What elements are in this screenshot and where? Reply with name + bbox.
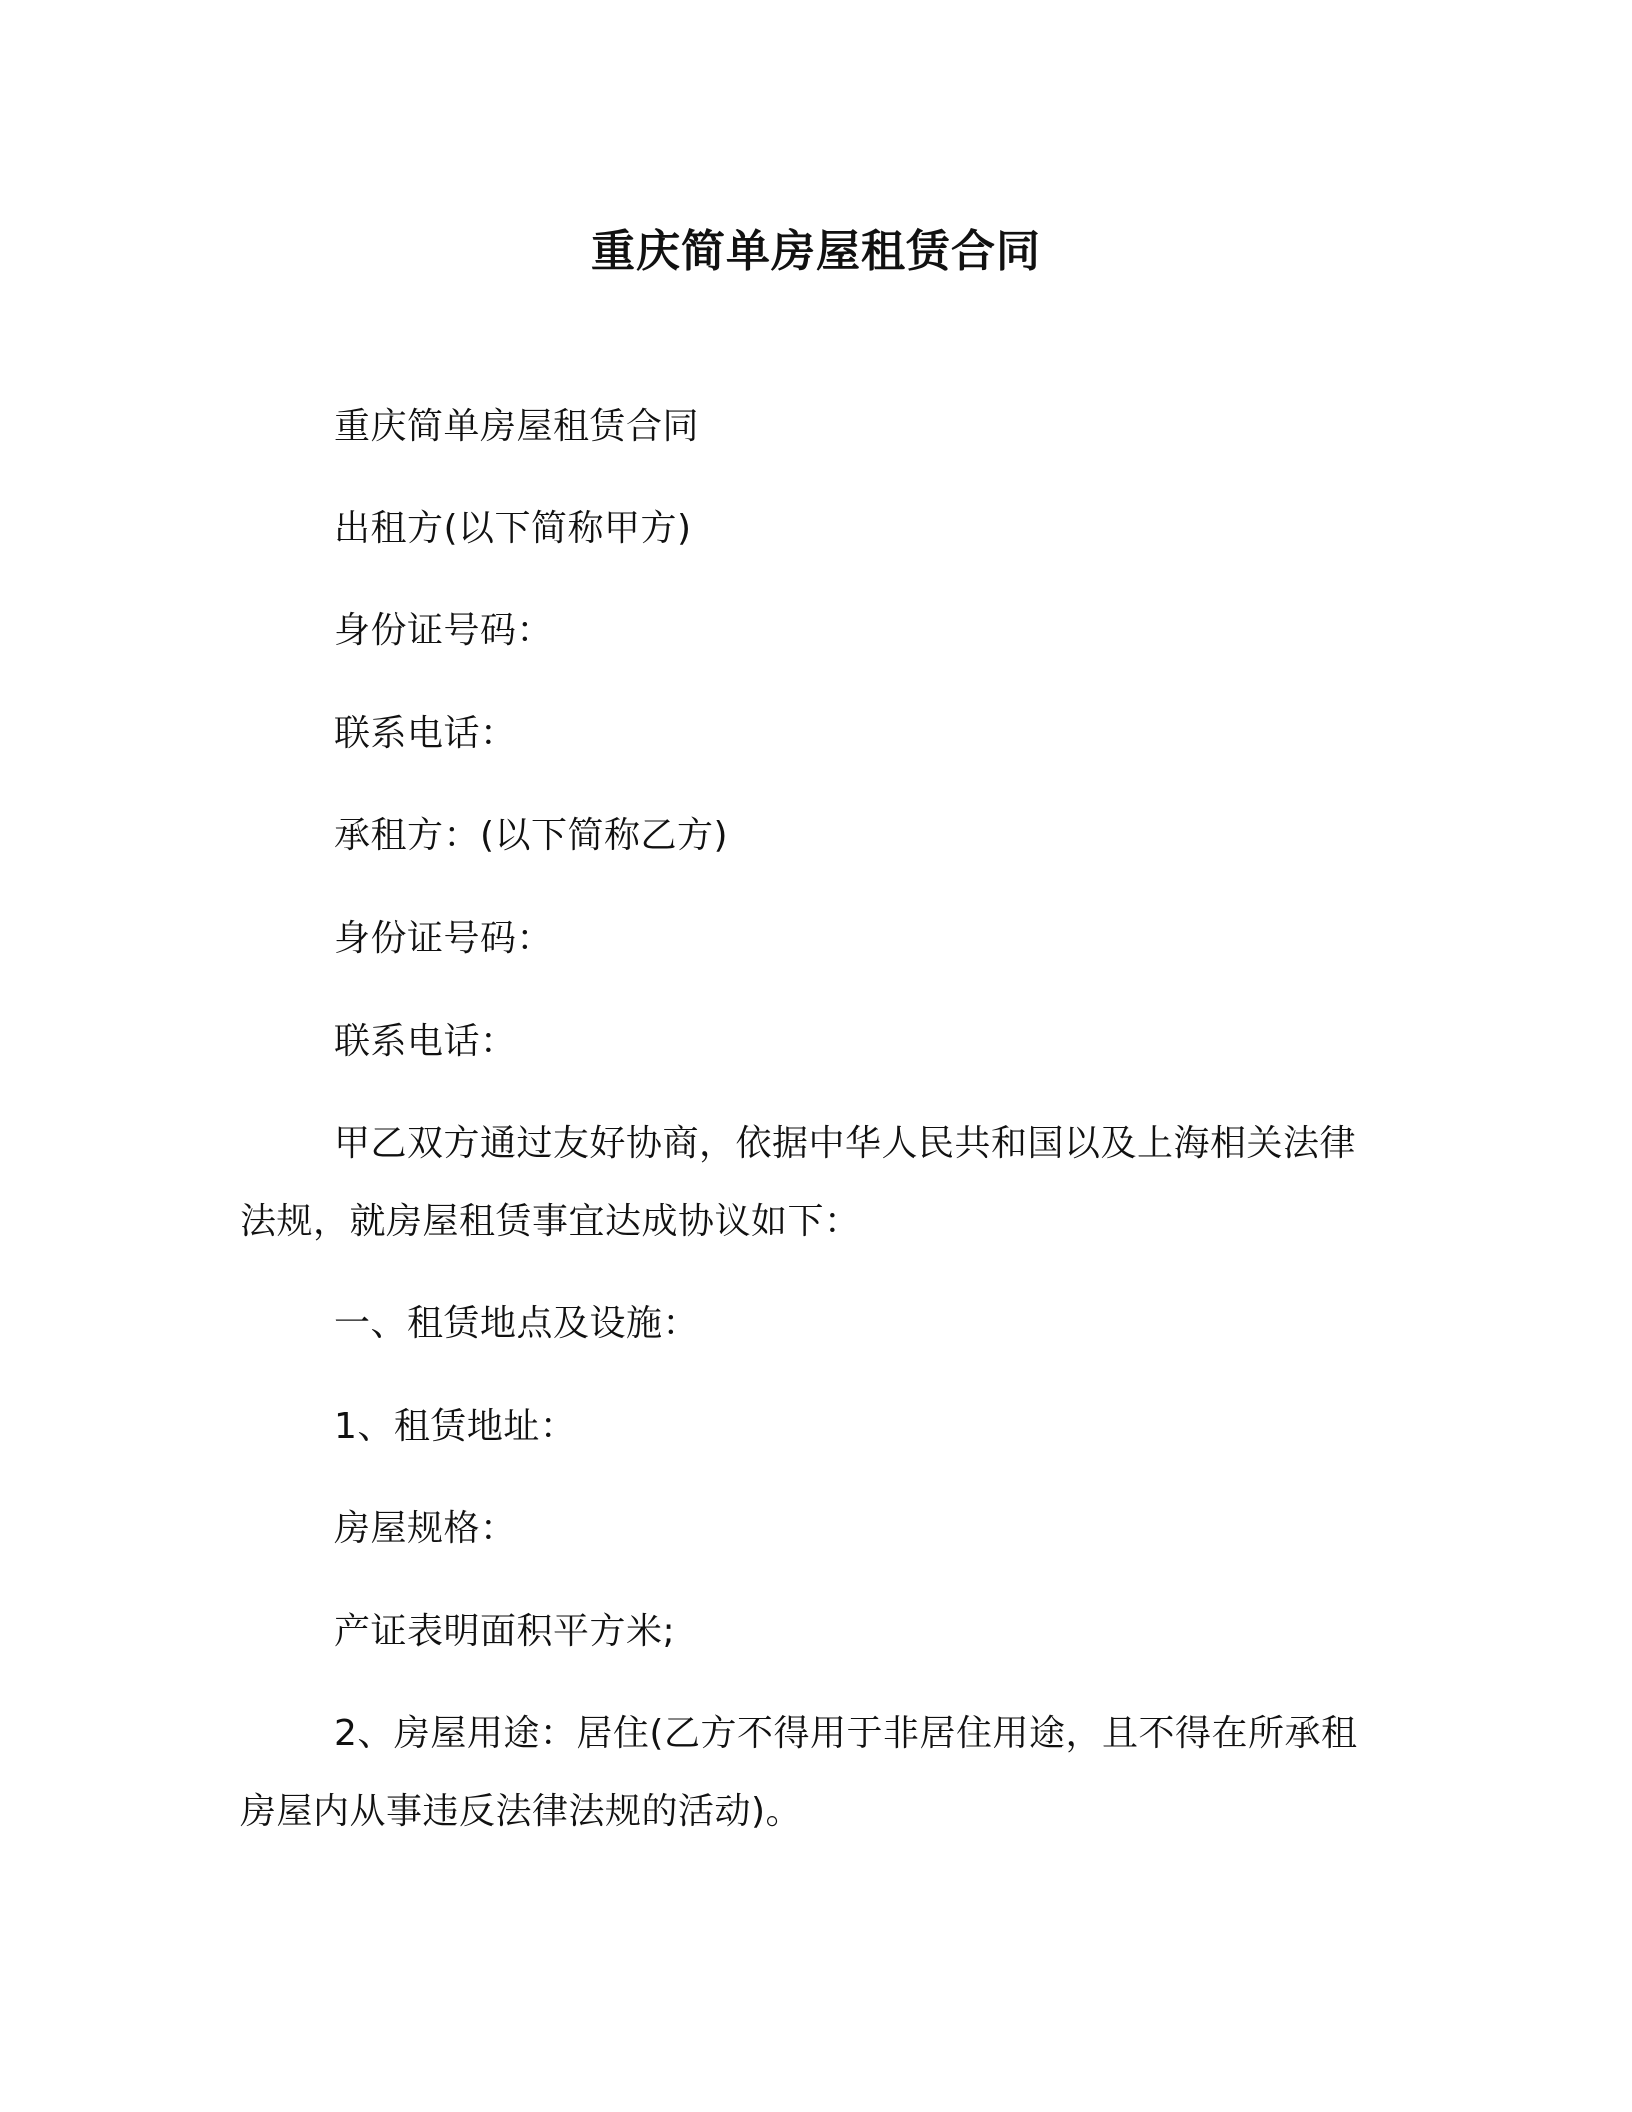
paragraph-lessor-id: 身份证号码： xyxy=(334,610,554,651)
paragraph-lessee-phone: 联系电话： xyxy=(334,1021,517,1062)
paragraph-subtitle: 重庆简单房屋租赁合同 xyxy=(334,406,700,447)
paragraph-lessee: 承租方：(以下简称乙方) xyxy=(334,815,729,856)
paragraph-house-use: 2、房屋用途：居住(乙方不得用于非居住用途，且不得在所承租房屋内从事违反法律法规的活动)。 xyxy=(240,1713,1358,1832)
paragraph-area: 产证表明面积平方米; xyxy=(334,1611,676,1652)
paragraph-rental-address: 1、租赁地址： xyxy=(334,1406,577,1447)
paragraph-section-1-heading: 一、租赁地点及设施： xyxy=(334,1303,700,1344)
paragraph-agreement-intro: 甲乙双方通过友好协商，依据中华人民共和国以及上海相关法律法规，就房屋租赁事宜达成协议如下： xyxy=(240,1123,1357,1242)
paragraph-lessor: 出租方(以下简称甲方) xyxy=(334,508,692,549)
paragraph-lessor-phone: 联系电话： xyxy=(334,713,517,754)
document-title: 重庆简单房屋租赁合同 xyxy=(591,226,1041,277)
paragraph-house-spec: 房屋规格： xyxy=(334,1508,517,1549)
paragraph-lessee-id: 身份证号码： xyxy=(334,918,554,959)
